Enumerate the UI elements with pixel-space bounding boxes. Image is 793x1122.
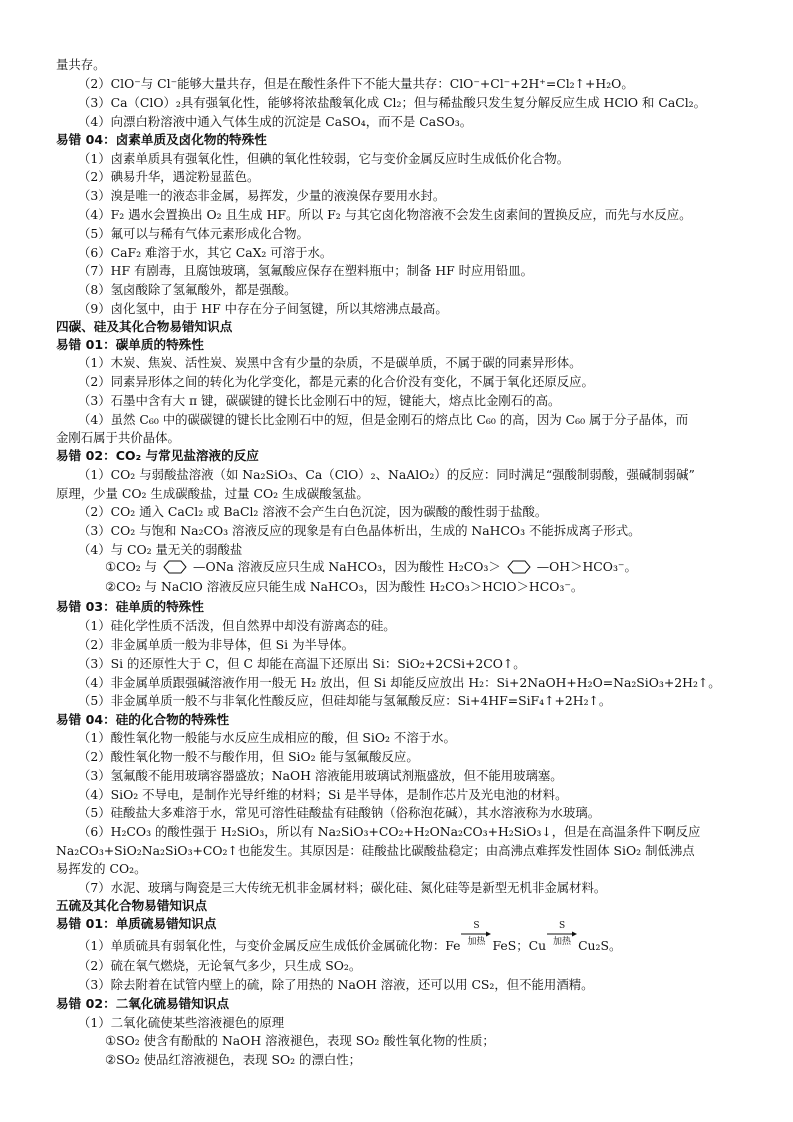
text-line: （1）卤素单质具有强氧化性，但碘的氧化性较弱，它与变价金属反应时生成低价化合物。	[78, 151, 570, 166]
reaction-arrow-icon	[461, 922, 491, 947]
text-line: （4）与 CO₂ 量无关的弱酸盐	[78, 542, 243, 557]
text-line: （4）向漂白粉溶液中通入气体生成的沉淀是 CaSO₄，而不是 CaSO₃。	[78, 114, 473, 129]
phenol-line-2: ②CO₂ 与 NaClO 溶液反应只能生成 NaHCO₃，因为酸性 H₂CO₃＞HClO＞HCO₃⁻。	[105, 579, 584, 594]
text-line: （8）氢卤酸除了氢氟酸外，都是强酸。	[78, 282, 297, 297]
text-line: （3）溴是唯一的液态非金属，易挥发，少量的液溴保存要用水封。	[78, 188, 446, 203]
phenol-line-1	[105, 558, 637, 576]
text-line: （5）非金属单质一般不与非氧化性酸反应，但硅却能与氢氟酸反应：Si+4HF=SiF₄↑+2H₂↑。	[78, 693, 612, 708]
sulfur-end: Cu₂S。	[578, 938, 622, 953]
text-line: Na₂CO₃+SiO₂Na₂SiO₃+CO₂↑也能发生。其原因是：硅酸盐比碳酸盐稳定；由高沸点难挥发性固体 SiO₂ 制低沸点	[56, 843, 695, 858]
text-line: （1）酸性氧化物一般能与水反应生成相应的酸，但 SiO₂ 不溶于水。	[78, 730, 456, 745]
phenol-line-1-a: ①CO₂ 与	[105, 559, 158, 574]
text-line: 易挥发的 CO₂。	[56, 861, 147, 876]
text-line: （2）酸性氧化物一般不与酸作用，但 SiO₂ 能与氢氟酸反应。	[78, 749, 419, 764]
arrow-reagent: S	[473, 921, 480, 931]
text-line: （3）Si 的还原性大于 C，但 C 却能在高温下还原出 Si：SiO₂+2CSi+2CO↑。	[78, 656, 526, 671]
section-heading: 五硫及其化合物易错知识点	[56, 898, 208, 913]
section-heading: 易错 01：单质硫易错知识点	[56, 916, 217, 931]
text-line: 量共存。	[56, 57, 106, 72]
text-line: （2）非金属单质一般为非导体，但 Si 为半导体。	[78, 637, 355, 652]
text-line: （4）F₂ 遇水会置换出 O₂ 且生成 HF。所以 F₂ 与其它卤化物溶液不会发生卤素间的置换反应，而先与水反应。	[78, 207, 692, 222]
text-line: （6）H₂CO₃ 的酸性强于 H₂SiO₃，所以有 Na₂SiO₃+CO₂+H₂ONa₂CO₃+H₂SiO₃↓，但是在高温条件下啊反应	[78, 824, 701, 839]
text-line: ①SO₂ 使含有酚酞的 NaOH 溶液褪色，表现 SO₂ 酸性氧化物的性质；	[105, 1033, 495, 1048]
text-line: （5）硅酸盐大多难溶于水，常见可溶性硅酸盐有硅酸钠（俗称泡花碱），其水溶液称为水玻璃。	[78, 805, 601, 820]
section-heading: 易错 04：卤素单质及卤化物的特殊性	[56, 132, 267, 147]
benzene-ring-icon	[502, 560, 536, 574]
text-line: （2）同素异形体之间的转化为化学变化，都是元素的化合价没有变化，不属于氧化还原反应。	[78, 374, 594, 389]
text-line: （2）碘易升华，遇淀粉显蓝色。	[78, 169, 260, 184]
text-line: ②SO₂ 使品红溶液褪色，表现 SO₂ 的漂白性；	[105, 1052, 362, 1067]
text-line: 原理，少量 CO₂ 生成碳酸盐，过量 CO₂ 生成碳酸氢盐。	[56, 486, 369, 501]
text-line: （1）木炭、焦炭、活性炭、炭黑中含有少量的杂质，不是碳单质，不属于碳的同素异形体。	[78, 355, 582, 370]
section-heading: 易错 01：碳单质的特殊性	[56, 337, 204, 352]
text-line: （2）ClO⁻与 Cl⁻能够大量共存，但是在酸性条件下不能大量共存：ClO⁻+Cl⁻+2H⁺=Cl₂↑+H₂O。	[78, 76, 634, 91]
reaction-arrow-icon	[547, 922, 577, 947]
arrow-condition: 加热	[467, 937, 486, 947]
text-line: （7）HF 有剧毒，且腐蚀玻璃，氢氟酸应保存在塑料瓶中；制备 HF 时应用铅皿。	[78, 263, 534, 278]
text-line: （4）虽然 C₆₀ 中的碳碳键的键长比金刚石中的短，但是金刚石的熔点比 C₆₀ 的高，因为 C₆₀ 属于分子晶体，而	[78, 412, 689, 427]
sulfur-mid: FeS；Cu	[492, 938, 547, 953]
section-heading: 易错 02：CO₂ 与常见盐溶液的反应	[56, 448, 259, 463]
text-line: （1）CO₂ 与弱酸盐溶液（如 Na₂SiO₃、Ca（ClO）₂、NaAlO₂）的反应：同时满足“强酸制弱酸，强碱制弱碱”	[78, 467, 695, 482]
arrow-condition: 加热	[553, 937, 572, 947]
text-line: 金刚石属于共价晶体。	[56, 430, 180, 445]
section-heading: 易错 02：二氧化硫易错知识点	[56, 996, 230, 1011]
sulfur-prefix: （1）单质硫具有弱氧化性，与变价金属反应生成低价金属硫化物：Fe	[78, 938, 461, 953]
phenol-line-1-c: —OH＞HCO₃⁻。	[536, 559, 637, 574]
text-line: （6）CaF₂ 难溶于水，其它 CaX₂ 可溶于水。	[78, 245, 333, 260]
text-line: （3）氢氟酸不能用玻璃容器盛放；NaOH 溶液能用玻璃试剂瓶盛放，但不能用玻璃塞。	[78, 768, 563, 783]
text-line: （3）CO₂ 与饱和 Na₂CO₃ 溶液反应的现象是有白色晶体析出，生成的 NaHCO₃ 不能拆成离子形式。	[78, 523, 641, 538]
section-heading: 易错 04：硅的化合物的特殊性	[56, 712, 230, 727]
section-heading: 易错 03：硅单质的特殊性	[56, 599, 204, 614]
text-line: （3）除去附着在试管内壁上的硫，除了用热的 NaOH 溶液，还可以用 CS₂，但不能用酒精。	[78, 977, 594, 992]
section-heading: 四碳、硅及其化合物易错知识点	[56, 319, 233, 334]
text-line: （1）二氧化硫使某些溶液褪色的原理	[78, 1015, 285, 1030]
arrow-reagent: S	[558, 921, 566, 931]
text-line: （2）CO₂ 通入 CaCl₂ 或 BaCl₂ 溶液不会产生白色沉淀，因为碳酸的酸性弱于盐酸。	[78, 504, 548, 519]
text-line: （5）氟可以与稀有气体元素形成化合物。	[78, 226, 309, 241]
text-line: （2）硫在氧气燃烧，无论氧气多少，只生成 SO₂。	[78, 958, 362, 973]
benzene-ring-icon	[158, 560, 192, 574]
phenol-line-1-b: —ONa 溶液反应只生成 NaHCO₃，因为酸性 H₂CO₃＞	[193, 559, 501, 574]
text-line: （4）SiO₂ 不导电，是制作光导纤维的材料；Si 是半导体，是制作芯片及光电池的材料。	[78, 787, 568, 802]
text-line: （7）水泥、玻璃与陶瓷是三大传统无机非金属材料；碳化硅、氮化硅等是新型无机非金属材料。	[78, 880, 607, 895]
text-line: （1）硅化学性质不活泼，但自然界中却没有游离态的硅。	[78, 618, 396, 633]
text-line: （3）Ca（ClO）₂具有强氧化性，能够将浓盐酸氧化成 Cl₂；但与稀盐酸只发生复分解反应生成 HClO 和 CaCl₂。	[78, 95, 707, 110]
text-line: （9）卤化氢中，由于 HF 中存在分子间氢键，所以其熔沸点最高。	[78, 301, 448, 316]
text-line: （4）非金属单质跟强碱溶液作用一般无 H₂ 放出，但 Si 却能反应放出 H₂：Si+2NaOH+H₂O=Na₂SiO₃+2H₂↑。	[78, 675, 721, 690]
text-line: （3）石墨中含有大 π 键，碳碳键的键长比金刚石中的短，键能大，熔点比金刚石的高。	[78, 393, 561, 408]
